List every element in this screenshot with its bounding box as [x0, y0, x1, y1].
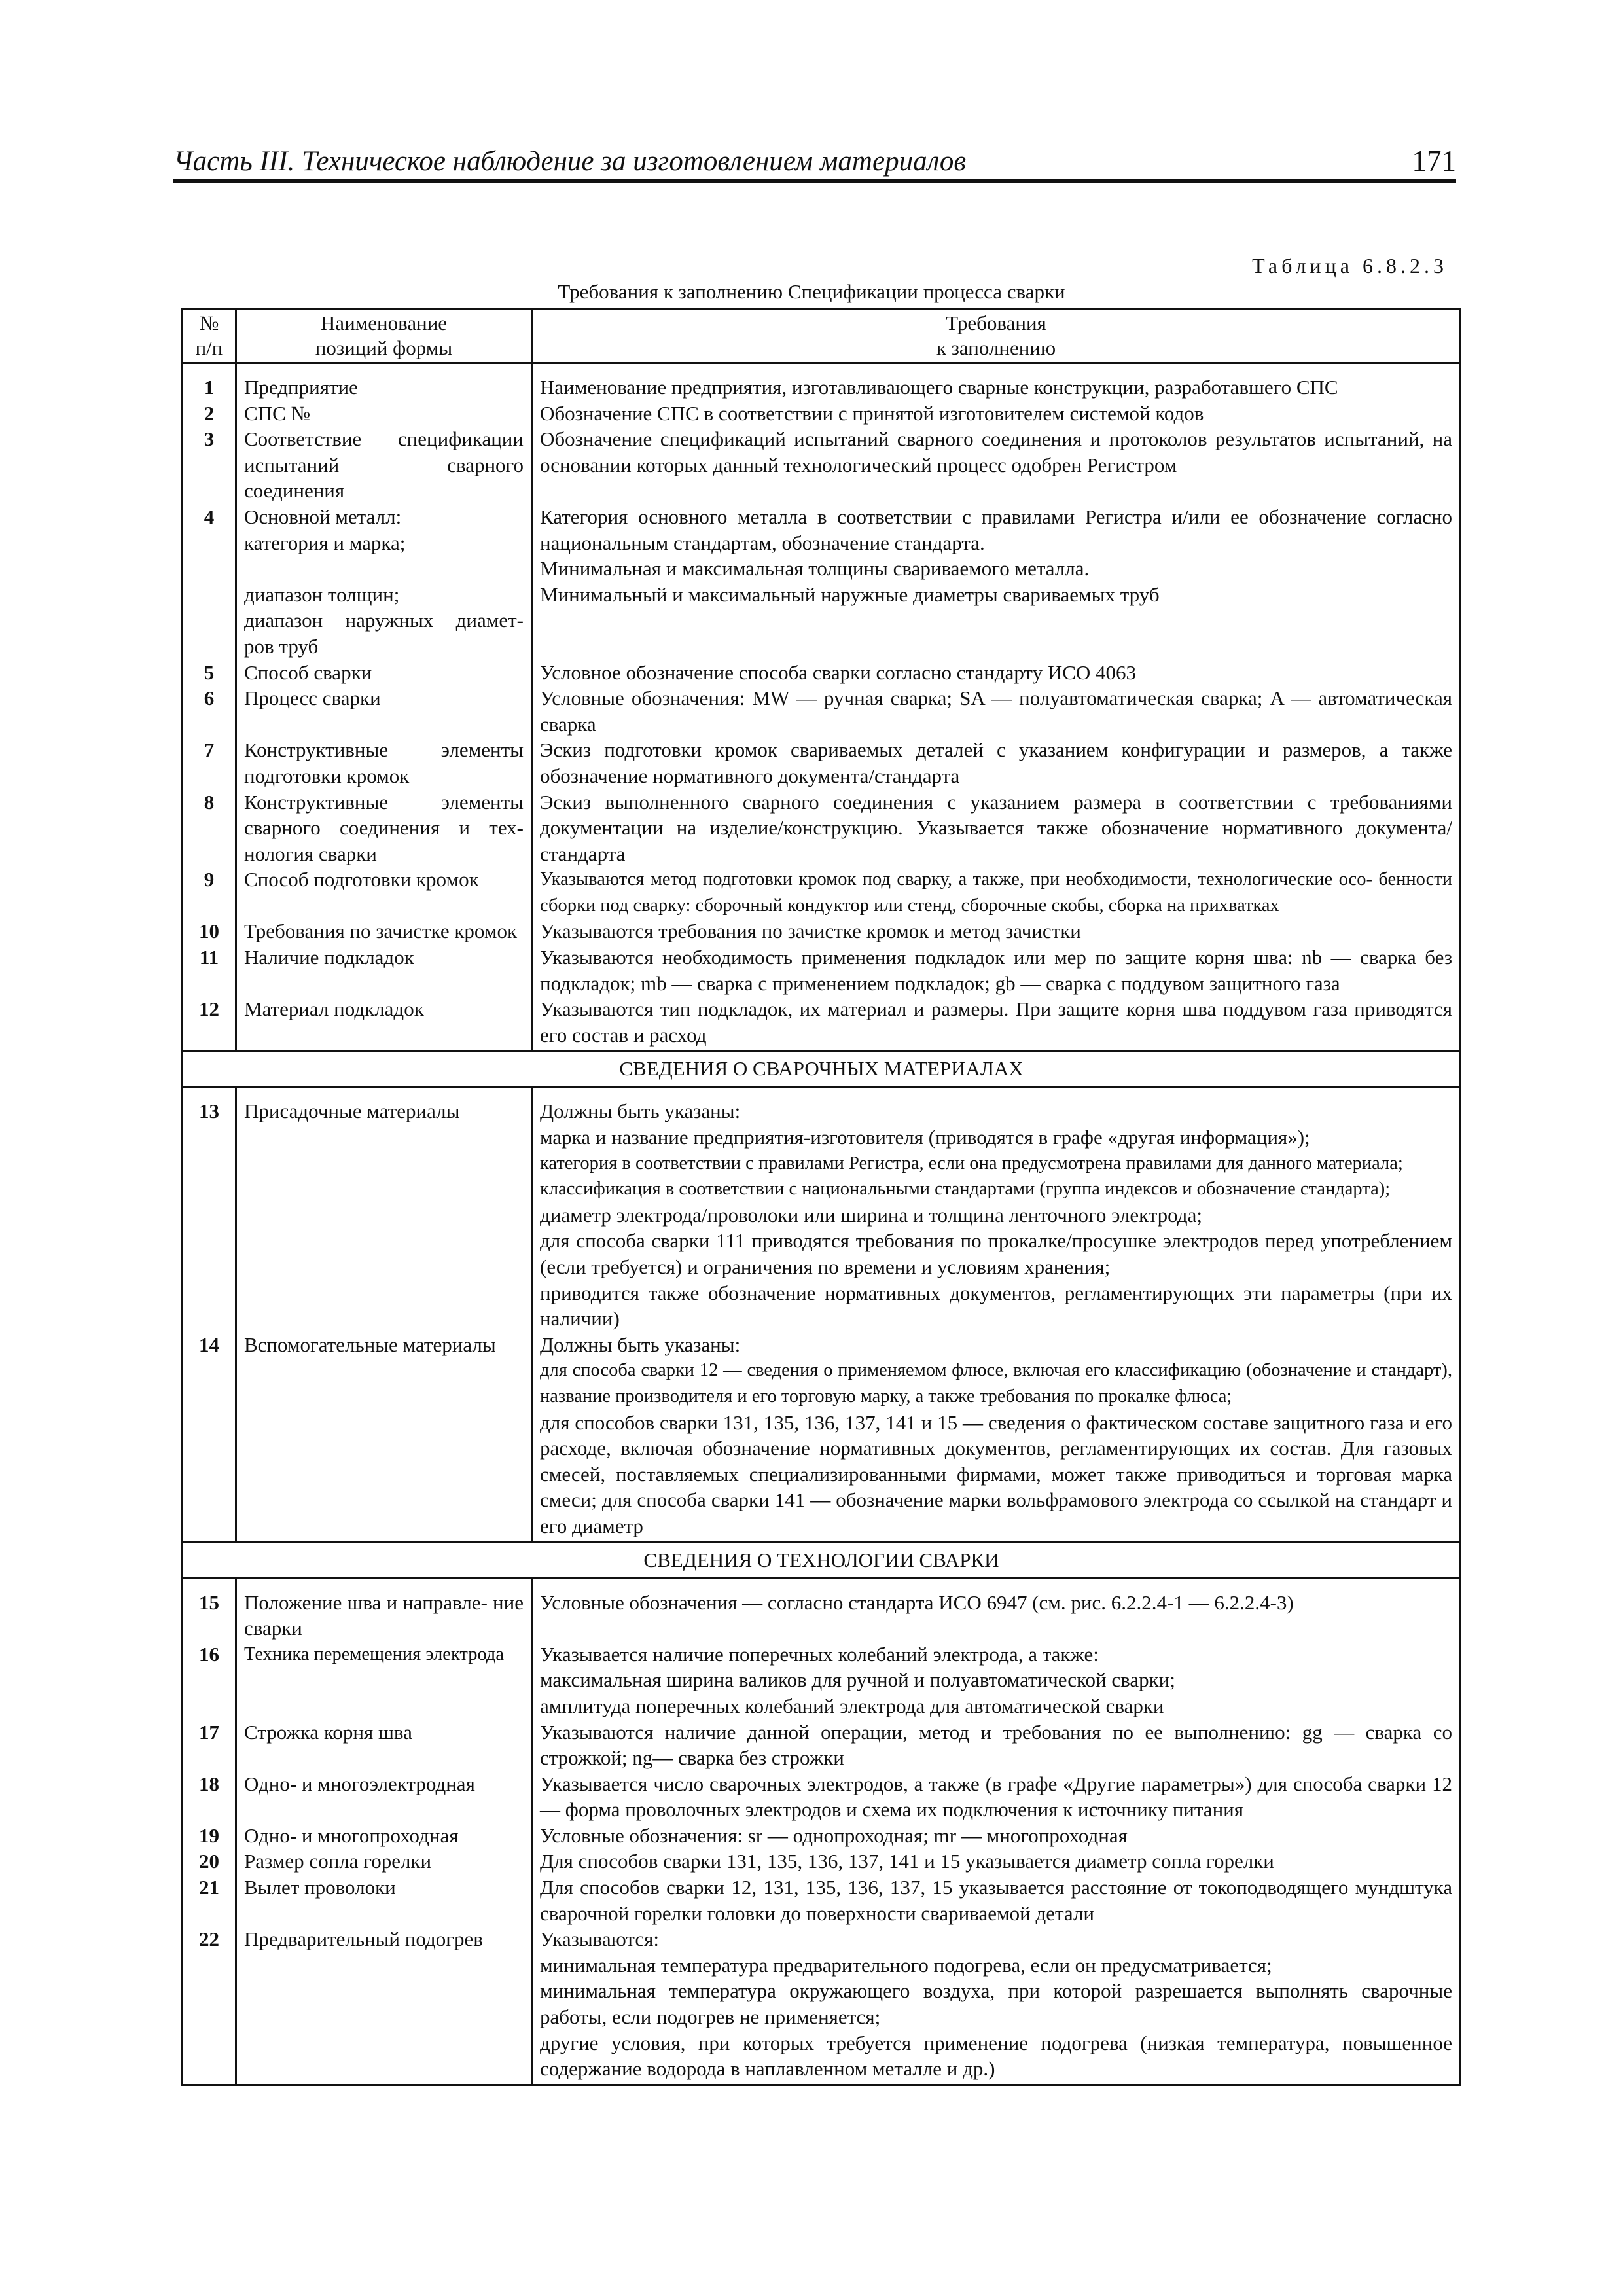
row-position-name: Вылет проволоки: [236, 1874, 532, 1926]
row-requirements: Условные обозначения: sr — однопроходная; mr — многопроходная: [532, 1823, 1461, 1849]
row-number: 2: [183, 401, 236, 427]
table-row: [183, 1590, 1461, 1641]
row-position-name: СПС №: [236, 401, 532, 427]
row-requirements: Обозначение спецификаций испытаний сварного соединения и протоколов результатов испытаний, на основании которых данный технологический процесс одобрен Регистром: [532, 426, 1461, 504]
section-row-technology: [183, 1542, 1461, 1578]
table-row: [183, 1098, 1461, 1331]
spacer-row: [183, 363, 1461, 375]
row-number: 19: [183, 1823, 236, 1849]
text-line: для способа сварки 111 приводятся требования по прокалке/просушке электродов перед употреблением (если требуется) и ограничения по времени и условиям хранения;: [540, 1229, 1452, 1278]
row-requirements: Указывается число сварочных электродов, а также (в графе «Другие параметры») для способа сварки 12 — форма проволочных электродов и схема их подключения к источнику питания: [532, 1771, 1461, 1823]
text-line: минимальная температура предварительного подогрева, если он предусматривается;: [540, 1953, 1272, 1977]
row-position-name: [236, 504, 532, 660]
section-row-materials: [183, 1051, 1461, 1087]
text-line: Должны быть указаны:: [540, 1333, 741, 1356]
row-position-name: Техника перемещения электрода: [236, 1641, 532, 1719]
text-line: категория в соответствии с правилами Регистра, если она предусмотрена правилами для данного материала;: [540, 1153, 1403, 1174]
text-line: категория и марка;: [244, 531, 406, 554]
table-number: Таблица 6.8.2.3: [1252, 254, 1448, 278]
row-requirements: [532, 1332, 1461, 1542]
table-header-row: [183, 309, 1461, 363]
row-requirements: Условные обозначения: MW — ручная сварка; SA — полуавтоматическая сварка; A — автоматическая сварка: [532, 685, 1461, 737]
table-row: [183, 1332, 1461, 1542]
text-line: приводится также обозначение нормативных документов, регламентирующих эти параметры (при их наличии): [540, 1281, 1452, 1331]
text-line: Минимальная и максимальная толщины свариваемого металла.: [540, 557, 1090, 581]
row-requirements: Условные обозначения — согласно стандарта ИСО 6947 (см. рис. 6.2.2.4-1 — 6.2.2.4-3): [532, 1590, 1461, 1641]
text-line: Минимальный и максимальный наружные диаметры свариваемых труб: [540, 583, 1160, 606]
row-number: 15: [183, 1590, 236, 1641]
row-number: 1: [183, 374, 236, 401]
page-number: 171: [1412, 145, 1456, 177]
row-requirements: Указываются тип подкладок, их материал и размеры. При защите корня шва поддувом газа приводятся его состав и расход: [532, 996, 1461, 1051]
text-line: Указывается наличие поперечных колебаний электрода, а также:: [540, 1642, 1099, 1666]
table-row: [183, 1719, 1461, 1771]
row-number: 17: [183, 1719, 236, 1771]
row-position-name: Материал подкладок: [236, 996, 532, 1051]
table-row: [183, 1848, 1461, 1874]
row-number: 7: [183, 737, 236, 789]
row-position-name: Конструктивные элементы подготовки кромок: [236, 737, 532, 789]
table-row: [183, 1874, 1461, 1926]
row-position-name: Способ сварки: [236, 660, 532, 686]
table-row: [183, 737, 1461, 789]
table-caption: Требования к заполнению Спецификации процесса сварки: [558, 280, 1065, 303]
table-row: [183, 1926, 1461, 2085]
row-requirements: Указываются метод подготовки кромок под сварку, а также, при необходимости, технологические осо- бенности сборки под сварку: сборочный кондуктор или стенд, сборочные скобы, сборка на прихватках: [532, 867, 1461, 918]
table-row: [183, 504, 1461, 660]
text-line: Категория основного металла в соответствии с правилами Регистра и/или ее обозначение согласно национальным стандартам, обозначение стандарта.: [540, 505, 1452, 554]
row-requirements: Указываются необходимость применения подкладок или мер по защите корня шва: nb — сварка без подкладок; mb — сварка с применением подкладок; gb — сварка с поддувом защитного газа: [532, 944, 1461, 996]
row-requirements: [532, 1641, 1461, 1719]
text-line: другие условия, при которых требуется применение подогрева (низкая температура, повышенное содержание водорода в наплавленном металле и др.): [540, 2031, 1452, 2081]
text-line: Указываются:: [540, 1928, 659, 1951]
column-header-name-text: Наименование позиций формы: [315, 312, 453, 359]
table-row: [183, 401, 1461, 427]
row-number: 20: [183, 1848, 236, 1874]
text-line: марка и название предприятия-изготовителя (приводятся в графе «другая информация»);: [540, 1126, 1310, 1149]
row-number: 3: [183, 426, 236, 504]
row-number: 21: [183, 1874, 236, 1926]
row-position-name: Присадочные материалы: [236, 1098, 532, 1331]
row-requirements: Указываются наличие данной операции, метод и требования по ее выполнению: gg — сварка со строжкой; ng— сварка без строжки: [532, 1719, 1461, 1771]
row-requirements: [532, 504, 1461, 660]
table-row: [183, 426, 1461, 504]
row-requirements: Наименование предприятия, изготавливающего сварные конструкции, разработавшего СПС: [532, 374, 1461, 401]
header-title: Часть III. Техническое наблюдение за изготовлением материалов: [173, 146, 967, 177]
row-position-name: Наличие подкладок: [236, 944, 532, 996]
text-line: диаметр электрода/проволоки или ширина и толщина ленточного электрода;: [540, 1203, 1202, 1227]
table-row: [183, 374, 1461, 401]
row-requirements: Эскиз выполненного сварного соединения с указанием размера в соответствии с требованиями документации на изделие/конструкцию. Указывается также обозначение нормативного документа/стандарта: [532, 789, 1461, 867]
spacer-row: [183, 1087, 1461, 1099]
text-line: диапазон наружных диамет- ров труб: [244, 609, 524, 658]
row-position-name: Положение шва и направле- ние сварки: [236, 1590, 532, 1641]
row-number: 6: [183, 685, 236, 737]
text-line: амплитуда поперечных колебаний электрода для автоматической сварки: [540, 1694, 1164, 1717]
row-number: 18: [183, 1771, 236, 1823]
table-row: [183, 1771, 1461, 1823]
column-header-req-text: Требования к заполнению: [936, 312, 1056, 359]
table-body-technology: [183, 1590, 1461, 2085]
row-requirements: Указываются требования по зачистке кромок и метод зачистки: [532, 918, 1461, 944]
table-row: [183, 918, 1461, 944]
table-row: [183, 867, 1461, 918]
table-body-general: [183, 374, 1461, 1051]
text-line: минимальная температура окружающего воздуха, при которой разрешается выполнять сварочные работы, если подогрев не применяется;: [540, 1979, 1452, 2029]
row-position-name: Предприятие: [236, 374, 532, 401]
text-line: Основной металл:: [244, 505, 402, 528]
row-number: 14: [183, 1332, 236, 1542]
table-row: [183, 685, 1461, 737]
table-row: [183, 996, 1461, 1051]
running-header: [173, 140, 1456, 183]
row-number: 8: [183, 789, 236, 867]
row-requirements: [532, 1098, 1461, 1331]
table-row: [183, 1823, 1461, 1849]
row-requirements: Обозначение СПС в соответствии с принятой изготовителем системой кодов: [532, 401, 1461, 427]
row-position-name: Конструктивные элементы сварного соединения и тех- нология сварки: [236, 789, 532, 867]
section-title-materials: СВЕДЕНИЯ О СВАРОЧНЫХ МАТЕРИАЛАХ: [183, 1051, 1461, 1087]
row-number: 22: [183, 1926, 236, 2085]
row-position-name: Одно- и многоэлектродная: [236, 1771, 532, 1823]
column-header-req: [532, 309, 1461, 363]
row-position-name: Строжка корня шва: [236, 1719, 532, 1771]
row-number: 11: [183, 944, 236, 996]
row-number: 12: [183, 996, 236, 1051]
text-line: диапазон толщин;: [244, 583, 400, 606]
column-header-num-text: № п/п: [195, 312, 223, 359]
text-line: [244, 556, 524, 582]
row-position-name: Предварительный подогрев: [236, 1926, 532, 2085]
row-requirements: Условное обозначение способа сварки согласно стандарту ИСО 4063: [532, 660, 1461, 686]
row-position-name: Требования по зачистке кромок: [236, 918, 532, 944]
table-body-materials: [183, 1098, 1461, 1542]
row-position-name: Способ подготовки кромок: [236, 867, 532, 918]
text-line: максимальная ширина валиков для ручной и полуавтоматической сварки;: [540, 1668, 1175, 1692]
spacer-row: [183, 1578, 1461, 1590]
table-row: [183, 789, 1461, 867]
table-row: [183, 660, 1461, 686]
column-header-num: [183, 309, 236, 363]
column-header-name: [236, 309, 532, 363]
text-line: для способа сварки 12 — сведения о применяемом флюсе, включая его классификацию (обозначение и стандарт), название производителя и его торговую марку, а также требования по прокалке флюса;: [540, 1360, 1452, 1407]
row-position-name: Соответствие спецификации испытаний сварного соединения: [236, 426, 532, 504]
table-row: [183, 944, 1461, 996]
text-line: классификация в соответствии с национальными стандартами (группа индексов и обозначение стандарта);: [540, 1179, 1391, 1200]
requirements-table: [181, 308, 1461, 2086]
row-number: 5: [183, 660, 236, 686]
row-requirements: [532, 1926, 1461, 2085]
row-position-name: Размер сопла горелки: [236, 1848, 532, 1874]
row-requirements: Эскиз подготовки кромок свариваемых деталей с указанием конфигурации и размеров, а также обозначение нормативного документа/стандарта: [532, 737, 1461, 789]
row-requirements: Для способов сварки 131, 135, 136, 137, 141 и 15 указывается диаметр сопла горелки: [532, 1848, 1461, 1874]
row-requirements: Для способов сварки 12, 131, 135, 136, 137, 15 указывается расстояние от токоподводящего мундштука сварочной горелки головки до поверхности свариваемой детали: [532, 1874, 1461, 1926]
text-line: для способов сварки 131, 135, 136, 137, 141 и 15 — сведения о фактическом составе защитного газа и его расходе, включая обозначение нормативных документов, регламентирующих их состав. Для газовых смесей, поставляемых специализированными фирмами, может также приводиться и торговая марка смеси; для способа сварки 141 — обозначение марки вольфрамового электрода со ссылкой на стандарт и его диаметр: [540, 1410, 1452, 1537]
section-title-technology: СВЕДЕНИЯ О ТЕХНОЛОГИИ СВАРКИ: [183, 1542, 1461, 1578]
row-position-name: Одно- и многопроходная: [236, 1823, 532, 1849]
row-number: 10: [183, 918, 236, 944]
row-position-name: Процесс сварки: [236, 685, 532, 737]
table-row: [183, 1641, 1461, 1719]
row-position-name: Вспомогательные материалы: [236, 1332, 532, 1542]
row-number: 9: [183, 867, 236, 918]
row-number: 16: [183, 1641, 236, 1719]
row-number: 13: [183, 1098, 236, 1331]
row-number: 4: [183, 504, 236, 660]
text-line: Должны быть указаны:: [540, 1100, 741, 1123]
